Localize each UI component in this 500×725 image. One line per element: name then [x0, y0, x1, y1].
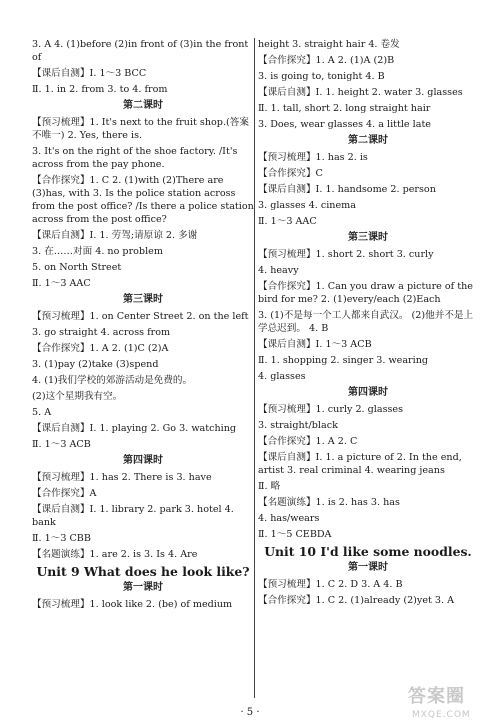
lesson-heading: 第三课时 [123, 294, 163, 305]
answer-line: 5. A [32, 407, 52, 418]
lesson-heading: 第四课时 [123, 455, 163, 466]
answer-line: 3. Does, wear glasses 4. a little late [258, 119, 431, 130]
answer-line: 【合作探究】1. C 2. (1)already (2)yet 3. A [258, 595, 455, 606]
answer-line: height 3. straight hair 4. 卷发 [258, 39, 400, 50]
answer-line: 【预习梳理】1. short 2. short 3. curly [258, 249, 434, 260]
answer-line: 3. is going to, tonight 4. B [258, 71, 385, 82]
answer-line: 【预习梳理】1. look like 2. (be) of medium [32, 599, 233, 610]
answer-line: 3. glasses 4. cinema [258, 200, 356, 211]
answer-line: Ⅱ. 1～3 CBB [32, 533, 91, 544]
answer-line: 4. (1)我们学校的郊游活动是免费的。 [32, 375, 193, 386]
answer-line: 【预习梳理】1. has 2. There is 3. have [32, 472, 212, 483]
lesson-heading: 第四课时 [348, 387, 388, 398]
answer-line: 3. go straight 4. across from [32, 327, 171, 338]
answer-line: Ⅱ. 1～3 ACB [32, 439, 91, 450]
answer-line: 【合作探究】C [258, 168, 323, 179]
answer-line: 【预习梳理】1. It's next to the fruit shop.(答案不唯一) 2. Yes, there is. [32, 117, 249, 141]
answer-line: 4. has/wears [258, 513, 320, 524]
answer-line: 【合作探究】1. A 2. C [258, 436, 358, 447]
answer-line: Ⅱ. 1. tall, short 2. long straight hair [258, 103, 431, 114]
answer-line: 3. (1)pay (2)take (3)spend [32, 359, 159, 370]
answer-line: 【课后自测】Ⅰ. 1. library 2. park 3. hotel 4. bank [32, 504, 234, 528]
answer-line: 【课后自测】Ⅰ. 1. height 2. water 3. glasses [258, 87, 463, 98]
answer-line: 3. A 4. (1)before (2)in front of (3)in the front of [32, 39, 249, 63]
page-number: · 5 · [240, 707, 260, 718]
answer-line: 【课后自测】Ⅰ. 1. playing 2. Go 3. watching [32, 423, 237, 434]
watermark-url: MXQE.COM [412, 710, 471, 720]
answer-line: 【预习梳理】1. on Center Street 2. on the left [32, 311, 249, 322]
unit-title: Unit 10 I'd like some noodles. [264, 544, 472, 559]
answer-line: 【合作探究】1. A 2. (1)A (2)B [258, 55, 395, 66]
answer-line: 【课后自测】Ⅰ. 1. 劳驾;请原谅 2. 多谢 [32, 230, 198, 241]
lesson-heading: 第一课时 [348, 562, 388, 573]
answer-line: Ⅱ. 1. in 2. from 3. to 4. from [32, 84, 168, 95]
answer-line: 【名题演练】1. is 2. has 3. has [258, 497, 400, 508]
lesson-heading: 第一课时 [123, 582, 163, 593]
watermark-text: 答案圈 [408, 686, 465, 707]
answer-line: Ⅱ. 1～3 AAC [32, 278, 91, 289]
left-column [32, 38, 254, 614]
answer-line: 【预习梳理】1. curly 2. glasses [258, 404, 404, 415]
lesson-heading: 第二课时 [348, 135, 388, 146]
answer-line: 【课后自测】Ⅰ. 1～3 ACB [258, 339, 372, 350]
answer-line: 【预习梳理】1. has 2. is [258, 152, 368, 163]
answer-line: 【合作探究】1. Can you draw a picture of the bird for me? 2. (1)every/each (2)Each [258, 281, 473, 305]
answer-line: 【课后自测】Ⅰ. 1. a picture of 2. In the end, artist 3. real criminal 4. wearing jeans [258, 452, 462, 476]
unit-title: Unit 9 What does he look like? [36, 564, 250, 579]
answer-line: 5. on North Street [32, 262, 122, 273]
answer-line: 【合作探究】1. C 2. (1)with (2)There are (3)has, with 3. Is the police station across from the post office? /Is there a police station across from the post office? [32, 175, 254, 225]
answer-line: 4. heavy [258, 265, 299, 276]
answer-line: 【课后自测】Ⅰ. 1. handsome 2. person [258, 184, 436, 195]
answer-line: 【课后自测】Ⅰ. 1～3 BCC [32, 68, 147, 79]
watermark-logo [408, 686, 494, 720]
answer-line: (2)这个星期我有空。 [32, 391, 123, 402]
answer-line: Ⅱ. 略 [258, 481, 281, 492]
answer-line: 3. (1)不是每一个工人都来自武汉。 (2)他并不是上学总迟到。 4. B [258, 310, 474, 334]
answer-line: Ⅱ. 1～5 CEBDA [258, 529, 332, 540]
answer-line: 【合作探究】1. A 2. (1)C (2)A [32, 343, 169, 354]
answer-line: 3. straight/black [258, 420, 338, 431]
answer-line: Ⅱ. 1. shopping 2. singer 3. wearing [258, 355, 429, 366]
answer-line: 3. It's on the right of the shoe factory. /It's across from the pay phone. [32, 146, 238, 170]
answer-line: 【预习梳理】1. C 2. D 3. A 4. B [258, 579, 403, 590]
answer-line: 4. glasses [258, 371, 306, 382]
answer-line: 【合作探究】A [32, 488, 97, 499]
answer-line: 【名题演练】1. are 2. is 3. Is 4. Are [32, 549, 198, 560]
lesson-heading: 第二课时 [123, 100, 163, 111]
lesson-heading: 第三课时 [348, 232, 388, 243]
column-divider [254, 38, 255, 698]
answer-line: Ⅱ. 1～3 AAC [258, 216, 317, 227]
answer-line: 3. 在……对面 4. no problem [32, 246, 163, 257]
right-column [258, 38, 478, 610]
